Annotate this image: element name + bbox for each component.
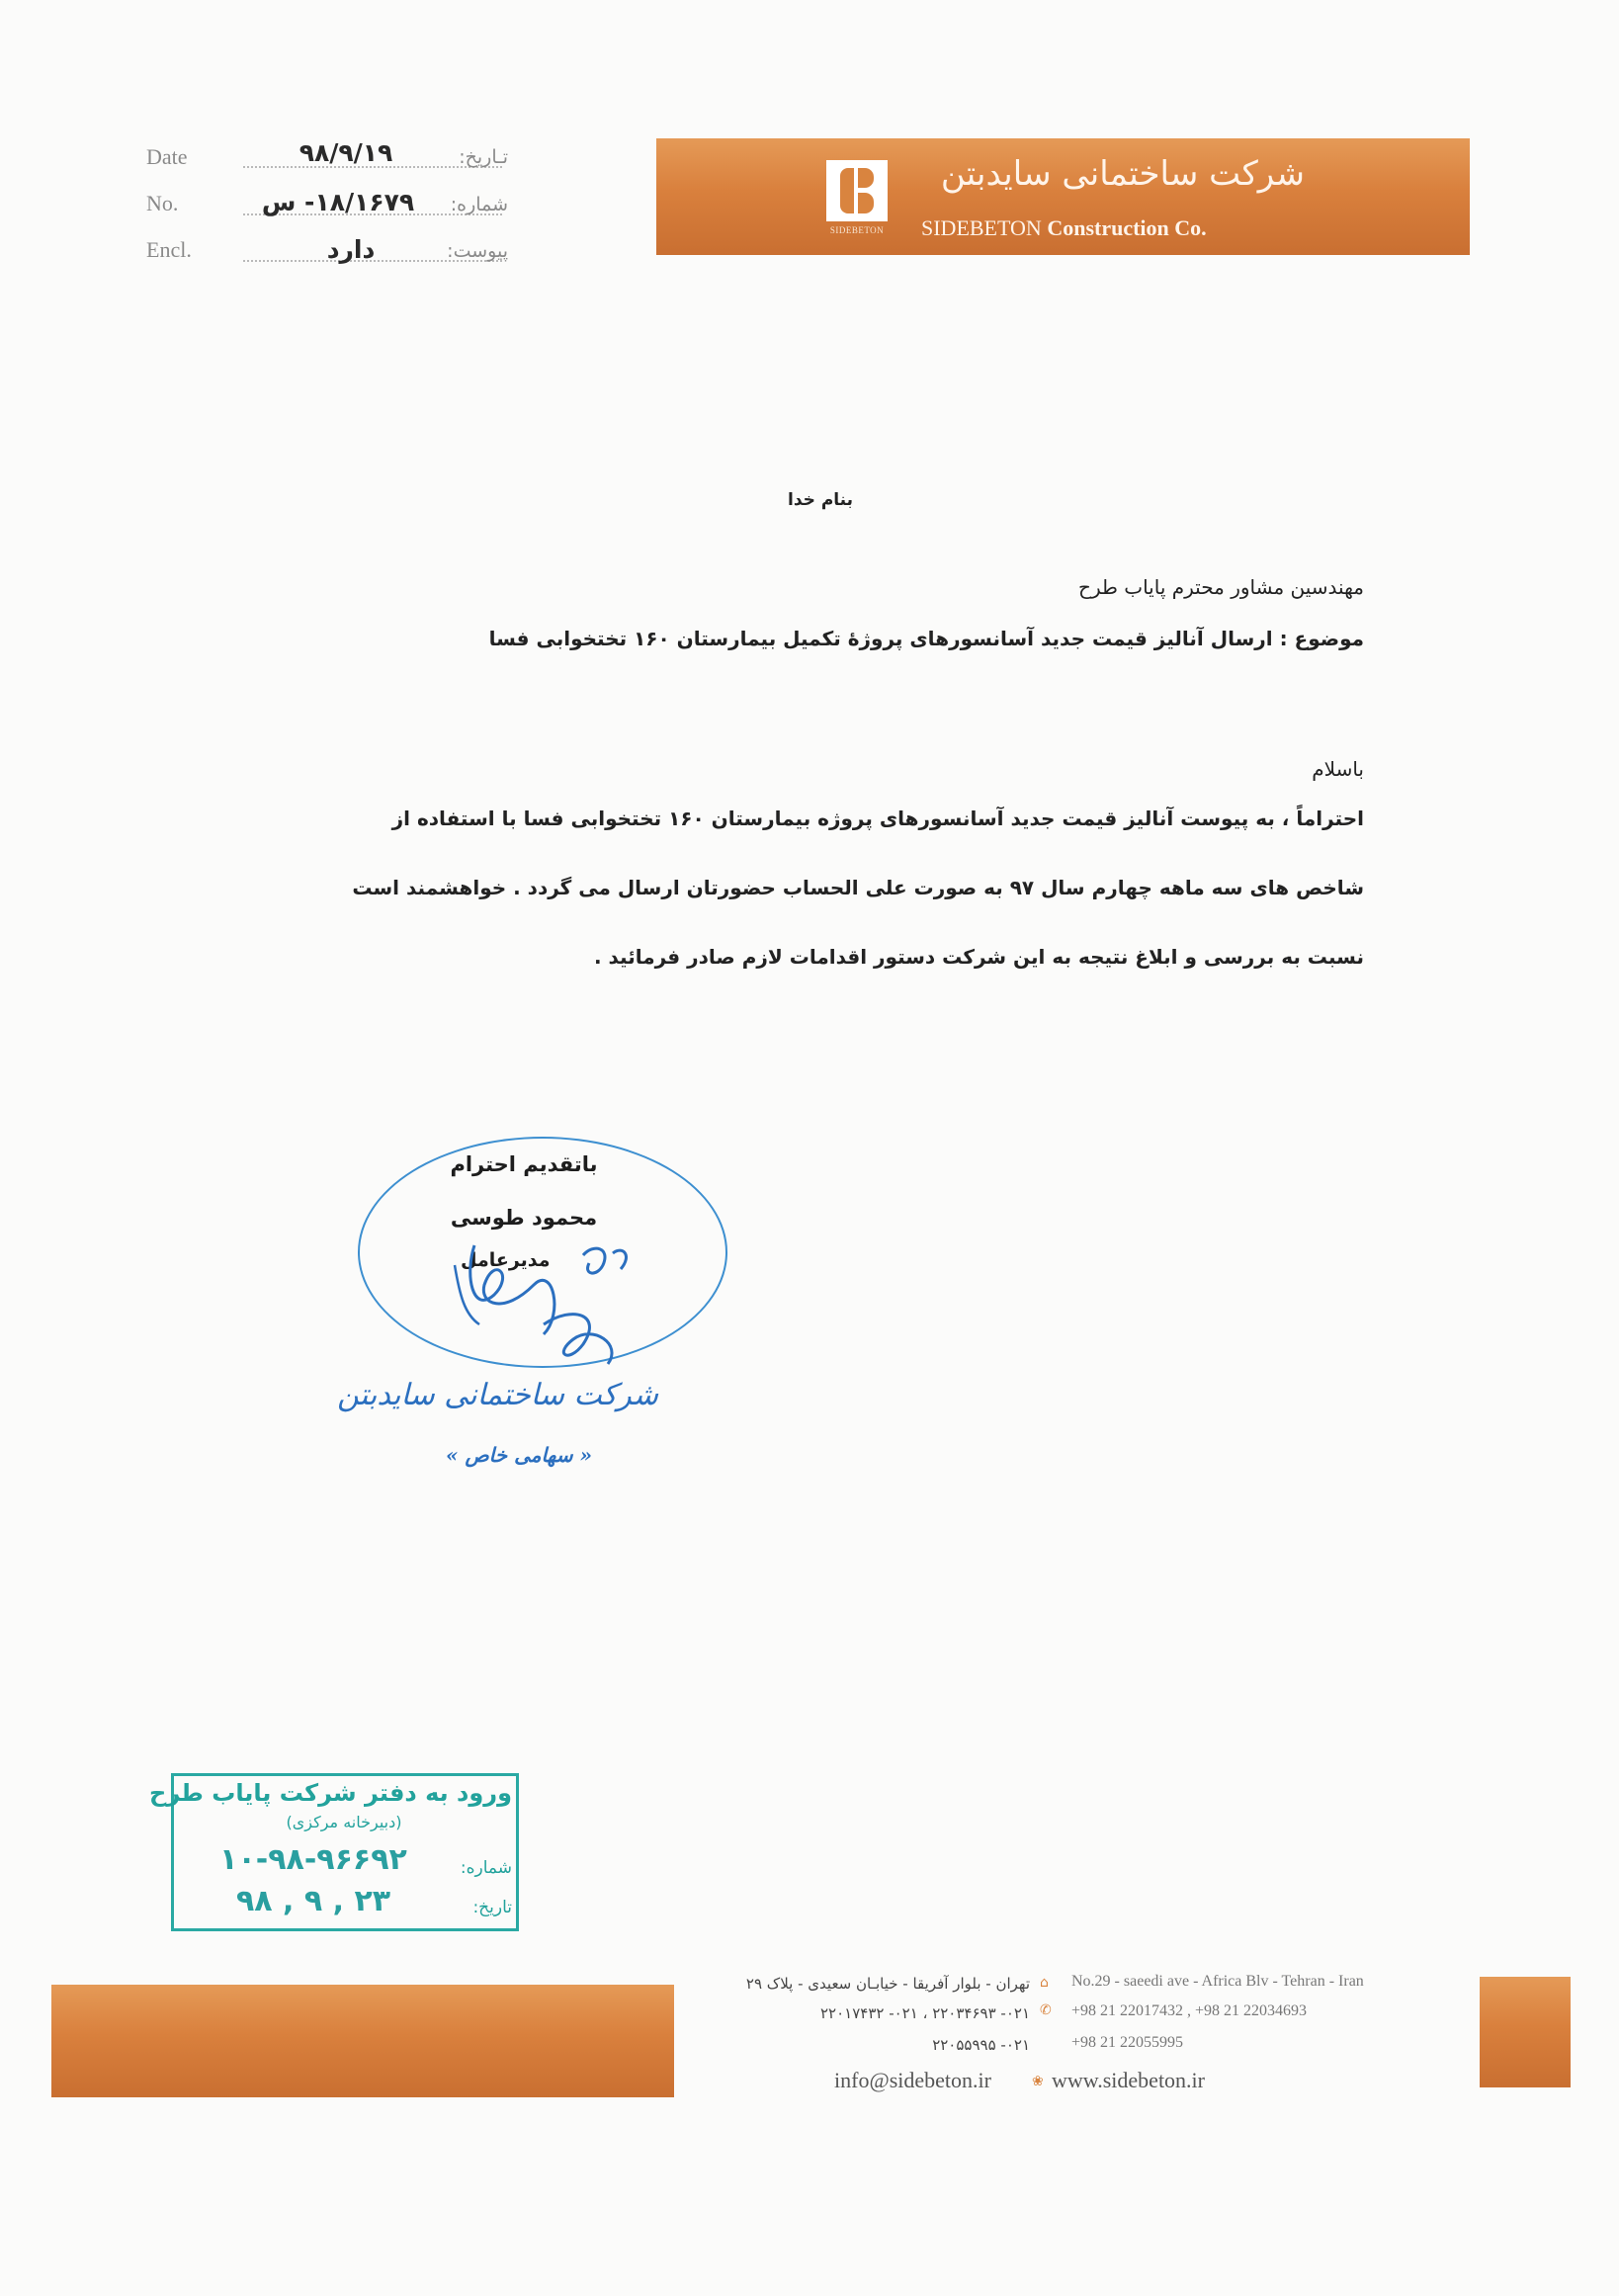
footer-phone-fa: ۰۲۱- ۲۲۰۳۴۶۹۳ ، ۰۲۱- ۲۲۰۱۷۴۳۲ — [819, 2004, 1030, 2022]
date-label-en: Date — [146, 144, 188, 169]
company-stamp-note: « سهامی خاص » — [446, 1443, 592, 1467]
signer-title: مدیرعامل — [461, 1249, 551, 1271]
invocation: بنام خدا — [788, 490, 853, 510]
body-line-2: شاخص های سه ماهه چهارم سال ۹۷ به صورت علی الحساب حضورتان ارسال می گردد . خواهشمند است — [352, 876, 1364, 899]
registration-date-value: ۹۸ , ۹ , ۲۳ — [235, 1884, 391, 1918]
footer-band-right — [1480, 1977, 1571, 2087]
registration-stamp-title: ورود به دفتر شرکت پایاب طرح — [149, 1779, 512, 1807]
number-label-en: No. — [146, 191, 179, 215]
footer-fax-fa: ۰۲۱- ۲۲۰۵۵۹۹۵ — [932, 2036, 1030, 2054]
enclosure-label-fa: پیوست: — [447, 240, 508, 262]
number-value: ۱۸/۱۶۷۹- س — [261, 188, 415, 216]
date-value: ۹۸/۹/۱۹ — [298, 138, 393, 167]
registration-stamp-subtitle: (دبیرخانه مرکزی) — [286, 1813, 402, 1831]
registration-date-label: تاریخ: — [472, 1898, 512, 1917]
date-label-fa: تـاريخ: — [459, 146, 508, 168]
registration-number-label: شماره: — [460, 1858, 512, 1878]
recipient: مهندسین مشاور محترم پایاب طرح — [1078, 575, 1364, 599]
home-icon: ⌂ — [1040, 1975, 1049, 1991]
enclosure-value: دارد — [326, 235, 376, 264]
footer-email[interactable]: info@sidebeton.ir — [834, 2068, 991, 2092]
enclosure-label-en: Encl. — [146, 237, 192, 262]
footer-website[interactable]: www.sidebeton.ir — [1052, 2068, 1205, 2092]
footer-fax-en: +98 21 22055995 — [1071, 2034, 1184, 2051]
logo-shape-top — [858, 168, 874, 188]
footer-phone-en: +98 21 22017432 , +98 21 22034693 — [1071, 2002, 1308, 2019]
company-name-en — [921, 215, 1207, 241]
greeting: باسلام — [1312, 757, 1364, 781]
subject: موضوع : ارسال آنالیز قیمت جدید آسانسورهای پروژۀ تکمیل بیمارستان ۱۶۰ تختخوابی فسا — [488, 627, 1364, 650]
registration-number-value: ۱۰-۹۸-۹۶۶۹۲ — [219, 1842, 407, 1877]
footer-address-en: No.29 - saeedi ave - Africa Blv - Tehran - Iran — [1071, 1973, 1364, 1990]
logo-caption: SIDEBETON — [829, 225, 885, 235]
company-logo — [826, 160, 888, 221]
handwritten-signature — [435, 1226, 672, 1394]
number-label-fa: شماره: — [450, 194, 508, 215]
company-stamp-script: شرکت ساختمانی سایدبتن — [337, 1378, 658, 1412]
web-icon: ❀ — [1032, 2074, 1044, 2089]
company-name-en-rest: Construction Co. — [1047, 215, 1207, 240]
closing: باتقدیم احترام — [450, 1152, 598, 1176]
signer-name: محمود طوسی — [450, 1206, 598, 1230]
body-line-1: احتراماً ، به پیوست آنالیز قیمت جدید آسانسورهای پروژه بیمارستان ۱۶۰ تختخوابی فسا با استفاده از — [391, 807, 1364, 830]
footer-band-left — [51, 1985, 674, 2097]
company-name-en-brand: SIDEBETON — [921, 215, 1042, 240]
phone-icon: ✆ — [1040, 2002, 1052, 2018]
logo-shape-left — [840, 168, 854, 213]
footer-address-fa: تهران - بلوار آفریقا - خیابـان سعیدی - پلاک ۲۹ — [745, 1975, 1030, 1993]
company-name-fa: شرکت ساختمانی سایدبتن — [940, 154, 1305, 194]
body-line-3: نسبت به بررسی و ابلاغ نتیجه به این شرکت دستور اقدامات لازم صادر فرمائید . — [593, 945, 1364, 969]
logo-shape-bottom — [858, 193, 874, 213]
